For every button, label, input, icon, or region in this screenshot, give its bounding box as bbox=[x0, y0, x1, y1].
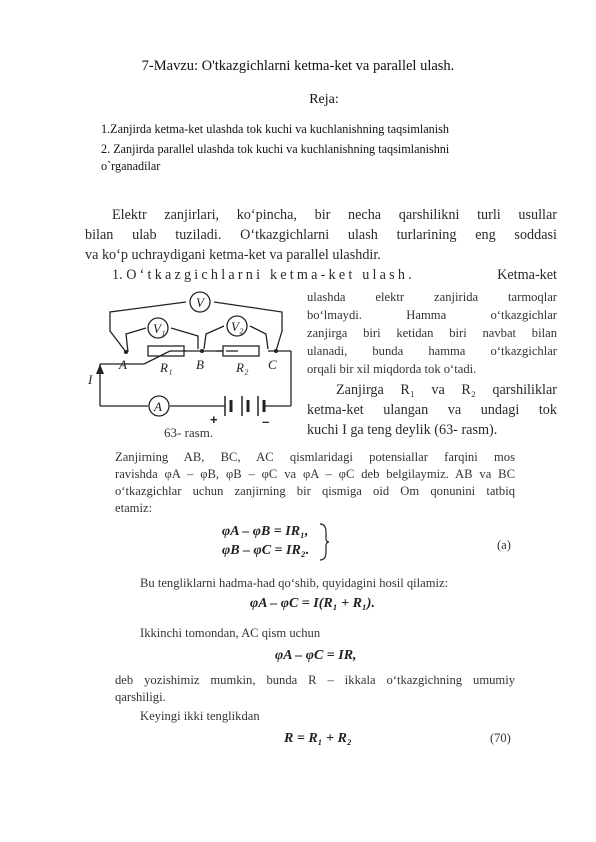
para2-line-4: etamiz: bbox=[115, 501, 153, 515]
intro-line-3: va ko‘p uchraydigani ketma-ket va parallel ulashdir. bbox=[85, 247, 381, 263]
next-text: Keyingi ikki tenglikdan bbox=[140, 709, 260, 723]
plan-label: Reja: bbox=[309, 92, 339, 107]
label-current: I bbox=[88, 372, 93, 387]
side-line-1: ulashda elektr zanjirida tarmoqlar bbox=[307, 290, 557, 304]
label-plus: + bbox=[210, 412, 218, 427]
side-line-7: ketma-ket ulangan va undagi tok bbox=[307, 402, 557, 418]
side-line-3: zanjirga biri ketidan biri navbat bilan bbox=[307, 326, 557, 340]
intro-line-1: Elektr zanjirlari, ko‘pincha, bir necha qarshilikni turli usullar bbox=[112, 207, 557, 223]
side-line-8: kuchi I ga teng deylik (63- rasm). bbox=[307, 422, 498, 438]
circuit-diagram bbox=[86, 286, 301, 444]
side-line-2: bo‘lmaydi. Hamma o‘tkazgichlar bbox=[307, 308, 557, 322]
page-title: 7-Mavzu: O'tkazgichlarni ketma-ket va parallel ulash. bbox=[141, 58, 455, 74]
side-line-6: Zanjirga R₁ va R₂ qarshiliklar bbox=[336, 382, 557, 398]
equation-a-line-2: φB – φC = IR₂. bbox=[222, 543, 310, 558]
intro-line-2: bilan ulab tuziladi. O‘tkazgichlarni ulash turlarining eng soddasi bbox=[85, 227, 557, 243]
plan-item-2-cont: o`rganadilar bbox=[101, 159, 161, 173]
label-R1: R₁ bbox=[160, 360, 173, 375]
label-node-A: A bbox=[119, 357, 127, 372]
second-text: Ikkinchi tomondan, AC qism uchun bbox=[140, 626, 321, 640]
label-node-C: C bbox=[268, 357, 277, 372]
plan-item-1: 1.Zanjirda ketma-ket ulashda tok kuchi va kuchlanishning taqsimlanish bbox=[101, 122, 449, 136]
equation-a-tag: (a) bbox=[497, 538, 511, 552]
para2-line-2: ravishda φA – φB, φB – φC va φA – φC deb belgilaymiz. AB va BC bbox=[115, 467, 515, 481]
label-R2: R₂ bbox=[236, 360, 249, 375]
equation-sum: φA – φC = I(R₁ + R₁). bbox=[250, 596, 375, 611]
equation-a-line-1: φA – φB = IR₁, bbox=[222, 524, 309, 539]
equation-ac: φA – φC = IR, bbox=[275, 648, 357, 663]
plan-item-2: 2. Zanjirda parallel ulashda tok kuchi va kuchlanishning taqsimlanishni bbox=[101, 142, 450, 156]
sum-text: Bu tengliklarni hadma-had qo‘shib, quyidagini hosil qilamiz: bbox=[140, 576, 449, 590]
figure-caption: 63- rasm. bbox=[164, 425, 214, 440]
label-V2: V₂ bbox=[231, 319, 244, 334]
label-V1: V₁ bbox=[153, 321, 166, 336]
section-1-number: 1. bbox=[112, 267, 123, 283]
para2-line-1: Zanjirning AB, BC, AC qismlaridagi potensiallar farqini mos bbox=[115, 450, 515, 464]
current-arrow-icon bbox=[96, 364, 104, 374]
side-line-4: ulanadi, bunda hamma o‘tkazgichlar bbox=[307, 344, 557, 358]
conclusion-line-2: qarshiligi. bbox=[115, 690, 166, 704]
section-1-heading-tail: Ketma-ket bbox=[497, 267, 557, 283]
para2-line-3: o‘tkazgichlar uchun zanjirning bir qismiga oid Om qonunini tatbiq bbox=[115, 484, 515, 498]
label-ammeter: A bbox=[154, 399, 162, 414]
equation-final-tag: (70) bbox=[490, 731, 511, 745]
brace-icon bbox=[318, 522, 330, 562]
section-1-heading-spaced: O‘tkazgichlarni ketma-ket ulash. bbox=[126, 267, 415, 283]
section-1-heading bbox=[112, 266, 557, 285]
equation-final: R = R₁ + R₂ bbox=[284, 731, 352, 746]
label-minus: – bbox=[262, 414, 270, 429]
label-V: V bbox=[196, 295, 204, 310]
conclusion-line-1: deb yozishimiz mumkin, bunda R – ikkala o‘tkazgichning umumiy bbox=[115, 673, 515, 687]
side-line-5: orqali bir xil miqdorda tok o‘tadi. bbox=[307, 362, 477, 376]
label-node-B: B bbox=[196, 357, 204, 372]
